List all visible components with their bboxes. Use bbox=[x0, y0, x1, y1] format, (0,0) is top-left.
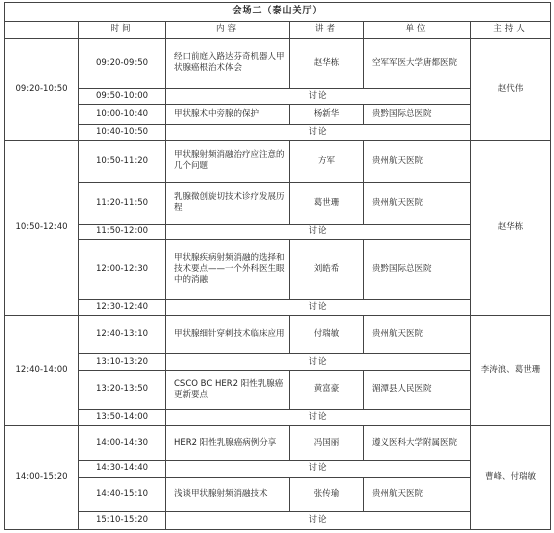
slot-time: 12:30-12:40 bbox=[79, 299, 166, 315]
table-row bbox=[5, 240, 551, 300]
slot-time: 15:10-15:20 bbox=[79, 512, 166, 530]
talk-title: 甲状腺疾病射频消融的选择和技术要点——一个外科医生眼中的消融 bbox=[166, 240, 290, 300]
header-time: 时间 bbox=[79, 21, 166, 38]
talk-title: 乳腺微创旋切技术诊疗发展历程 bbox=[166, 182, 290, 224]
table-row bbox=[5, 354, 551, 371]
session-time: 10:50-12:40 bbox=[5, 140, 79, 315]
talk-title: CSCO BC HER2 阳性乳腺癌更新要点 bbox=[166, 370, 290, 409]
talk-title: 甲状腺细针穿刺技术临床应用 bbox=[166, 315, 290, 354]
table-title: 会场二（泰山关厅） bbox=[5, 3, 551, 22]
speaker-name: 赵华栋 bbox=[290, 38, 364, 88]
speaker-name: 刘皓希 bbox=[290, 240, 364, 300]
slot-time: 13:20-13:50 bbox=[79, 370, 166, 409]
header-speaker: 讲者 bbox=[290, 21, 364, 38]
discussion-label: 讨论 bbox=[166, 354, 471, 371]
slot-time: 09:20-09:50 bbox=[79, 38, 166, 88]
speaker-unit: 贵黔国际总医院 bbox=[364, 240, 471, 300]
table-row bbox=[5, 315, 551, 354]
header-unit: 单位 bbox=[364, 21, 471, 38]
table-row bbox=[5, 460, 551, 477]
talk-title: 甲状腺术中旁腺的保护 bbox=[166, 105, 290, 125]
speaker-unit: 贵州航天医院 bbox=[364, 315, 471, 354]
discussion-label: 讨论 bbox=[166, 512, 471, 530]
slot-time: 11:50-12:00 bbox=[79, 224, 166, 240]
speaker-name: 张传瑜 bbox=[290, 477, 364, 512]
discussion-label: 讨论 bbox=[166, 125, 471, 141]
slot-time: 10:00-10:40 bbox=[79, 105, 166, 125]
slot-time: 13:50-14:00 bbox=[79, 409, 166, 426]
table-row bbox=[5, 140, 551, 182]
speaker-unit: 贵州航天医院 bbox=[364, 477, 471, 512]
session-chair: 李涛浪、葛世珊 bbox=[471, 315, 551, 426]
slot-time: 10:40-10:50 bbox=[79, 125, 166, 141]
table-row bbox=[5, 125, 551, 141]
talk-title: 经口前庭入路达芬奇机器人甲状腺癌根治术体会 bbox=[166, 38, 290, 88]
speaker-unit: 贵州航天医院 bbox=[364, 182, 471, 224]
discussion-label: 讨论 bbox=[166, 409, 471, 426]
slot-time: 11:20-11:50 bbox=[79, 182, 166, 224]
table-row bbox=[5, 512, 551, 530]
slot-time: 14:40-15:10 bbox=[79, 477, 166, 512]
table-row bbox=[5, 426, 551, 461]
table-row bbox=[5, 105, 551, 125]
speaker-name: 冯国丽 bbox=[290, 426, 364, 461]
table-row bbox=[5, 299, 551, 315]
speaker-name: 黄富豪 bbox=[290, 370, 364, 409]
speaker-unit: 遵义医科大学附属医院 bbox=[364, 426, 471, 461]
speaker-name: 方军 bbox=[290, 140, 364, 182]
table-row bbox=[5, 477, 551, 512]
table-row bbox=[5, 88, 551, 105]
table-row bbox=[5, 370, 551, 409]
schedule-table bbox=[4, 2, 551, 530]
session-chair: 曹峰、付瑞敏 bbox=[471, 426, 551, 530]
speaker-unit: 贵黔国际总医院 bbox=[364, 105, 471, 125]
session-time: 12:40-14:00 bbox=[5, 315, 79, 426]
speaker-unit: 湄潭县人民医院 bbox=[364, 370, 471, 409]
speaker-name: 葛世珊 bbox=[290, 182, 364, 224]
slot-time: 14:00-14:30 bbox=[79, 426, 166, 461]
speaker-name: 杨新华 bbox=[290, 105, 364, 125]
table-row bbox=[5, 182, 551, 224]
speaker-unit: 贵州航天医院 bbox=[364, 140, 471, 182]
session-chair: 赵代伟 bbox=[471, 38, 551, 140]
table-row bbox=[5, 38, 551, 88]
slot-time: 10:50-11:20 bbox=[79, 140, 166, 182]
discussion-label: 讨论 bbox=[166, 299, 471, 315]
session-time: 09:20-10:50 bbox=[5, 38, 79, 140]
slot-time: 13:10-13:20 bbox=[79, 354, 166, 371]
session-time: 14:00-15:20 bbox=[5, 426, 79, 530]
discussion-label: 讨论 bbox=[166, 224, 471, 240]
talk-title: HER2 阳性乳腺癌病例分享 bbox=[166, 426, 290, 461]
session-chair: 赵华栋 bbox=[471, 140, 551, 315]
header-chair: 主持人 bbox=[471, 21, 551, 38]
discussion-label: 讨论 bbox=[166, 460, 471, 477]
slot-time: 12:40-13:10 bbox=[79, 315, 166, 354]
header-content: 内容 bbox=[166, 21, 290, 38]
speaker-name: 付瑞敏 bbox=[290, 315, 364, 354]
talk-title: 甲状腺射频消融治疗应注意的几个问题 bbox=[166, 140, 290, 182]
talk-title: 浅谈甲状腺射频消融技术 bbox=[166, 477, 290, 512]
slot-time: 09:50-10:00 bbox=[79, 88, 166, 105]
discussion-label: 讨论 bbox=[166, 88, 471, 105]
slot-time: 12:00-12:30 bbox=[79, 240, 166, 300]
table-row bbox=[5, 224, 551, 240]
header-time-slot bbox=[5, 21, 79, 38]
table-row bbox=[5, 409, 551, 426]
slot-time: 14:30-14:40 bbox=[79, 460, 166, 477]
speaker-unit: 空军军医大学唐都医院 bbox=[364, 38, 471, 88]
